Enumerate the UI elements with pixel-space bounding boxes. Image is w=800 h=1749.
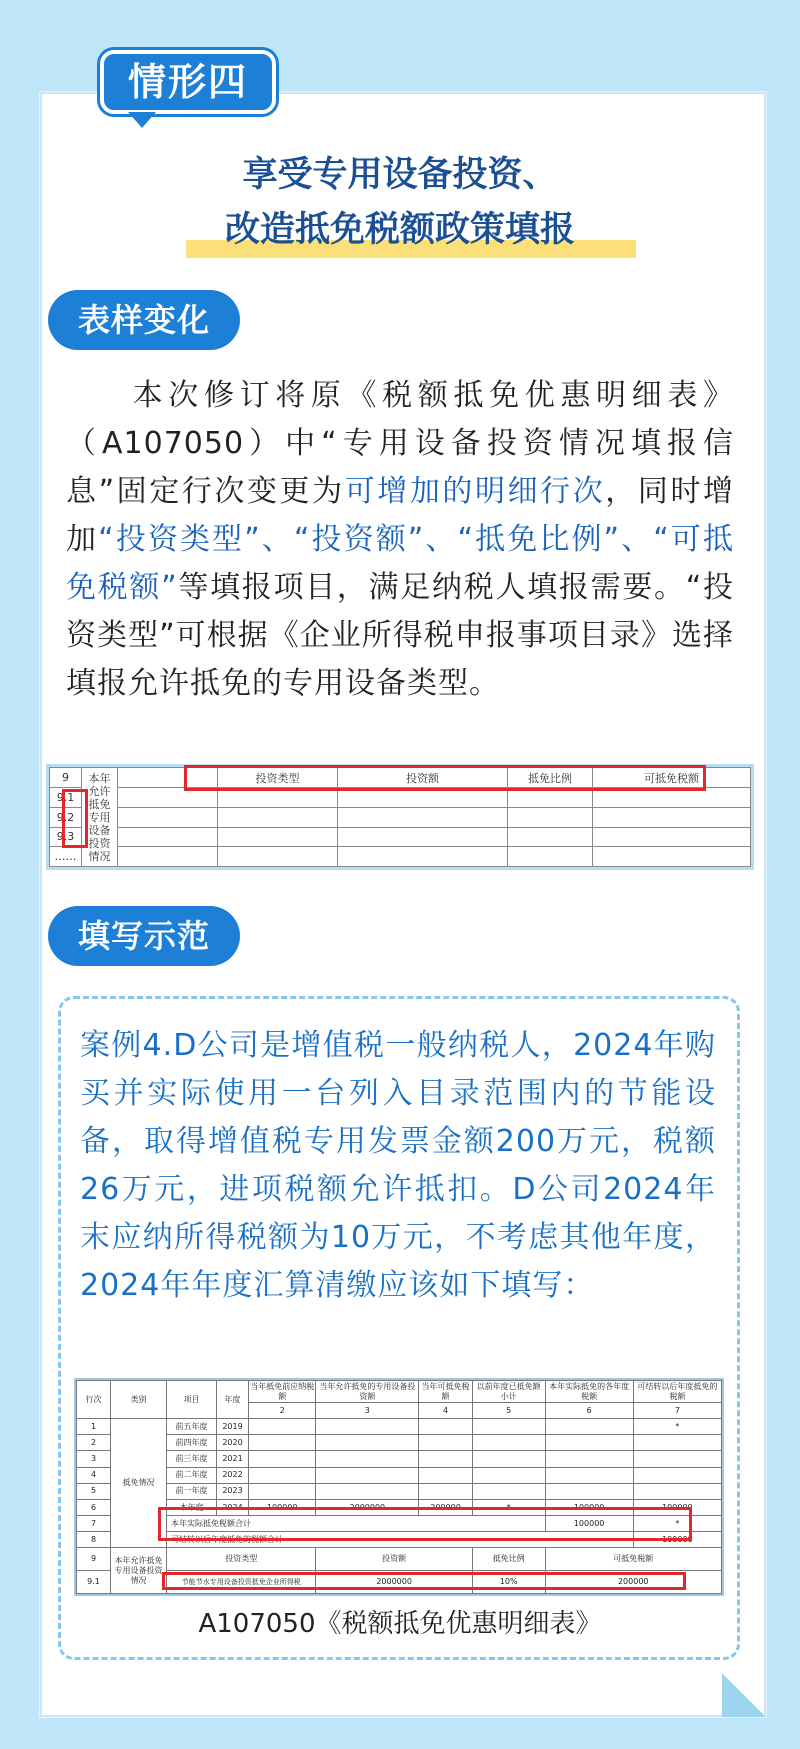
header-investment-type: 投资类型 <box>218 768 338 788</box>
category-cell: 本年允许抵免专用设备投资情况 <box>82 768 118 867</box>
row-number: 9.3 <box>50 827 82 847</box>
row-number: 9.1 <box>50 788 82 808</box>
col-number: 4 <box>419 1403 473 1419</box>
header-cell: 本年实际抵免的各年度税额 <box>545 1381 633 1403</box>
para-highlight-2: “投资类型”、“投资额”、“抵免比例”、“可抵免税额” <box>66 522 735 605</box>
case-text: 案例4.D公司是增值税一般纳税人，2024年购买并实际使用一台列入目录范围内的节能设备，取得增值税专用发票金额200万元，税额26万元，进项税额允许抵扣。D公司2024年末应纳所得税额为10万元，不考虑其他年度，2024年年度汇算清缴应该如下填写： <box>80 1028 716 1303</box>
table-row: 8 可结转以后年度抵免的税额合计 100000 <box>77 1532 722 1548</box>
table-row: 9.1 节能节水专用设备投资抵免企业所得税 2000000 10% 200000 <box>77 1571 722 1594</box>
table-row: 4 前二年度 2022 <box>77 1467 722 1483</box>
header-cell: 可结转以后年度抵免的税额 <box>633 1381 721 1403</box>
section-heading-example: 填写示范 <box>48 906 240 966</box>
row-9-1-highlight-box <box>162 1572 686 1590</box>
section-heading-form-changes: 表样变化 <box>48 290 240 350</box>
title-line-2: 改造抵免税额政策填报 <box>224 210 575 250</box>
para-text-2: ，同时增加 <box>66 474 735 557</box>
table-row: 3 前三年度 2021 <box>77 1451 722 1467</box>
row-number: 9.2 <box>50 807 82 827</box>
page-title <box>0 148 800 258</box>
title-line-1: 享受专用设备投资、 <box>242 155 558 195</box>
header-highlight-box <box>184 765 706 791</box>
table-caption: A107050《税额抵免优惠明细表》 <box>198 1609 602 1639</box>
col-number: 3 <box>316 1403 419 1419</box>
page-curl-corner <box>722 1673 766 1717</box>
table-row: 1 抵免情况 前五年度 2019 * <box>77 1419 722 1435</box>
category-cell: 本年允许抵免专用设备投资情况 <box>111 1548 167 1594</box>
scenario-tag: 情形四 <box>100 50 276 114</box>
header-cell: 类别 <box>111 1381 167 1419</box>
table-row: 7 本年实际抵免税额合计 100000 * <box>77 1516 722 1532</box>
header-credit-ratio: 抵免比例 <box>508 768 593 788</box>
header-cell: 当年可抵免税额 <box>419 1381 473 1403</box>
table-row: 6 本年度 2024 100000 2000000 200000 * 100000 100000 <box>77 1499 722 1515</box>
para-highlight-1: 可增加的明细行次 <box>344 474 606 509</box>
header-cell: 年度 <box>217 1381 249 1419</box>
col-number: 5 <box>472 1403 545 1419</box>
example-table <box>74 1378 724 1596</box>
header-investment-amount: 投资额 <box>338 768 508 788</box>
table-row: 9 本年允许抵免专用设备投资情况 投资类型 投资额 抵免比例 可抵免税额 <box>77 1548 722 1571</box>
col-number: 7 <box>633 1403 721 1419</box>
description-paragraph <box>66 372 734 708</box>
para-text-3: 等填报项目，满足纳税人填报需要。“投资类型”可根据《企业所得税申报事项目录》选择填报允许抵免的专用设备类型。 <box>66 570 734 701</box>
header-creditable-tax: 可抵免税额 <box>593 768 751 788</box>
col-number: 2 <box>249 1403 316 1419</box>
header-cell: 以前年度已抵免额小计 <box>472 1381 545 1403</box>
category-cell: 抵免情况 <box>111 1419 167 1548</box>
header-cell: 行次 <box>77 1381 111 1419</box>
row-number: 9 <box>50 768 82 788</box>
row-highlight-box <box>62 789 88 848</box>
rows-6-7-highlight-box <box>158 1507 692 1541</box>
header-cell: 当年抵免前应纳税额 <box>250 1381 315 1401</box>
table-row: 2 前四年度 2020 <box>77 1435 722 1451</box>
header-cell: 当年允许抵免的专用设备投资额 <box>316 1381 419 1403</box>
row-number: …… <box>50 847 82 867</box>
table-row: 5 前一年度 2023 <box>77 1483 722 1499</box>
col-number: 6 <box>545 1403 633 1419</box>
para-text-1: 本次修订将原《税额抵免优惠明细表》（A107050）中“专用设备投资情况填报信息”固定行次变更为 <box>66 378 734 509</box>
header-cell: 项目 <box>167 1381 217 1419</box>
